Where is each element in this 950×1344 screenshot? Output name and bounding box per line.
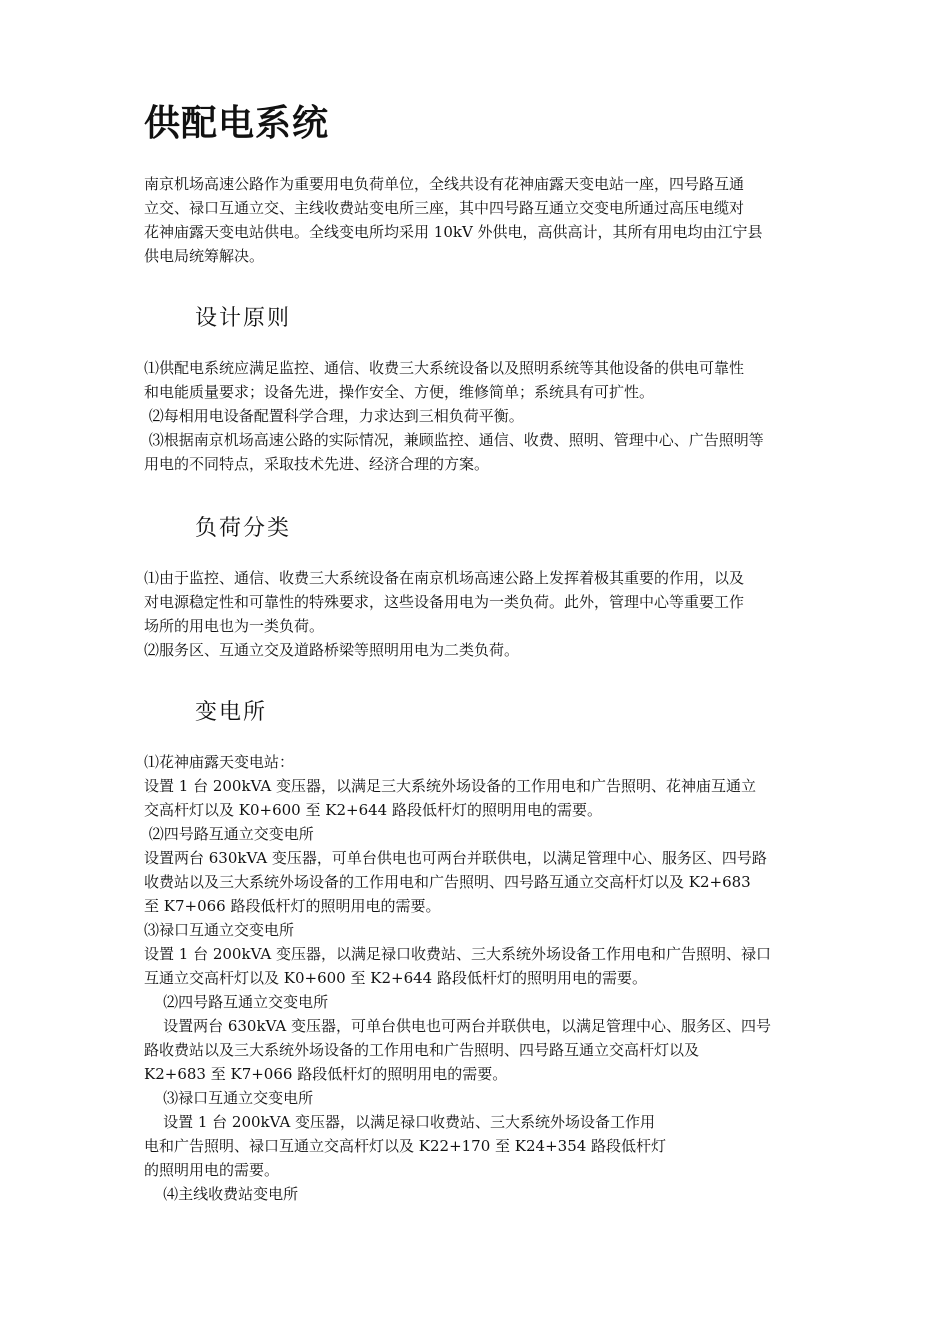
body-line: 设置 1 台 200kVA 变压器，以满足禄口收费站、三大系统外场设备工作用电和广告照明、禄口 xyxy=(144,945,771,963)
body-line: ⑶根据南京机场高速公路的实际情况，兼顾监控、通信、收费、照明、管理中心、广告照明等 xyxy=(144,431,764,449)
body-line: ⑴花神庙露天变电站： xyxy=(144,753,295,771)
load-classification-body xyxy=(144,566,809,662)
section-heading-substations: 变电所 xyxy=(195,700,268,725)
body-line: 的照明用电的需要。 xyxy=(144,1161,280,1179)
body-line: ⑴供配电系统应满足监控、通信、收费三大系统设备以及照明系统等其他设备的供电可靠性 xyxy=(144,359,745,377)
body-line: ⑵四号路互通立交变电所 xyxy=(144,993,329,1011)
body-line: K2+683 至 K7+066 路段低杆灯的照明用电的需要。 xyxy=(144,1065,508,1083)
body-line: 和电能质量要求；设备先进，操作安全、方便，维修简单；系统具有可扩性。 xyxy=(144,383,655,401)
body-line: 场所的用电也为一类负荷。 xyxy=(144,617,325,635)
body-line: 设置 1 台 200kVA 变压器，以满足三大系统外场设备的工作用电和广告照明、花神庙互通立 xyxy=(144,777,756,795)
body-line: 收费站以及三大系统外场设备的工作用电和广告照明、四号路互通立交高杆灯以及 K2+683 xyxy=(144,873,751,891)
intro-line: 供电局统筹解决。 xyxy=(144,247,265,265)
body-line: ⑶禄口互通立交变电所 xyxy=(144,1089,314,1107)
section-heading-load-classification: 负荷分类 xyxy=(195,516,292,541)
body-line: ⑵四号路互通立交变电所 xyxy=(144,825,314,843)
body-line: ⑶禄口互通立交变电所 xyxy=(144,921,295,939)
intro-line: 立交、禄口互通立交、主线收费站变电所三座，其中四号路互通立交变电所通过高压电缆对 xyxy=(144,199,745,217)
page-title: 供配电系统 xyxy=(144,103,330,144)
body-line: 设置两台 630kVA 变压器，可单台供电也可两台并联供电，以满足管理中心、服务区、四号路 xyxy=(144,849,767,867)
body-line: 设置两台 630kVA 变压器，可单台供电也可两台并联供电，以满足管理中心、服务区、四号 xyxy=(144,1017,771,1035)
intro-line: 南京机场高速公路作为重要用电负荷单位，全线共设有花神庙露天变电站一座，四号路互通 xyxy=(144,175,745,193)
intro-paragraph xyxy=(144,172,809,268)
body-line: 用电的不同特点，采取技术先进、经济合理的方案。 xyxy=(144,455,490,473)
design-principles-body xyxy=(144,356,809,476)
body-line: 对电源稳定性和可靠性的特殊要求，这些设备用电为一类负荷。此外，管理中心等重要工作 xyxy=(144,593,745,611)
substations-body xyxy=(144,750,809,1206)
body-line: ⑷主线收费站变电所 xyxy=(144,1185,299,1203)
section-heading-design-principles: 设计原则 xyxy=(195,306,292,331)
body-line: ⑴由于监控、通信、收费三大系统设备在南京机场高速公路上发挥着极其重要的作用，以及 xyxy=(144,569,745,587)
body-line: 电和广告照明、禄口互通立交高杆灯以及 K22+170 至 K24+354 路段低杆灯 xyxy=(144,1137,667,1155)
body-line: 路收费站以及三大系统外场设备的工作用电和广告照明、四号路互通立交高杆灯以及 xyxy=(144,1041,700,1059)
intro-line: 花神庙露天变电站供电。全线变电所均采用 10kV 外供电，高供高计，其所有用电均由江宁县 xyxy=(144,223,763,241)
body-line: 至 K7+066 路段低杆灯的照明用电的需要。 xyxy=(144,897,441,915)
body-line: 设置 1 台 200kVA 变压器，以满足禄口收费站、三大系统外场设备工作用 xyxy=(144,1113,656,1131)
body-line: 交高杆灯以及 K0+600 至 K2+644 路段低杆灯的照明用电的需要。 xyxy=(144,801,602,819)
body-line: ⑵服务区、互通立交及道路桥梁等照明用电为二类负荷。 xyxy=(144,641,520,659)
body-line: 互通立交高杆灯以及 K0+600 至 K2+644 路段低杆灯的照明用电的需要。 xyxy=(144,969,647,987)
body-line: ⑵每相用电设备配置科学合理，力求达到三相负荷平衡。 xyxy=(144,407,524,425)
